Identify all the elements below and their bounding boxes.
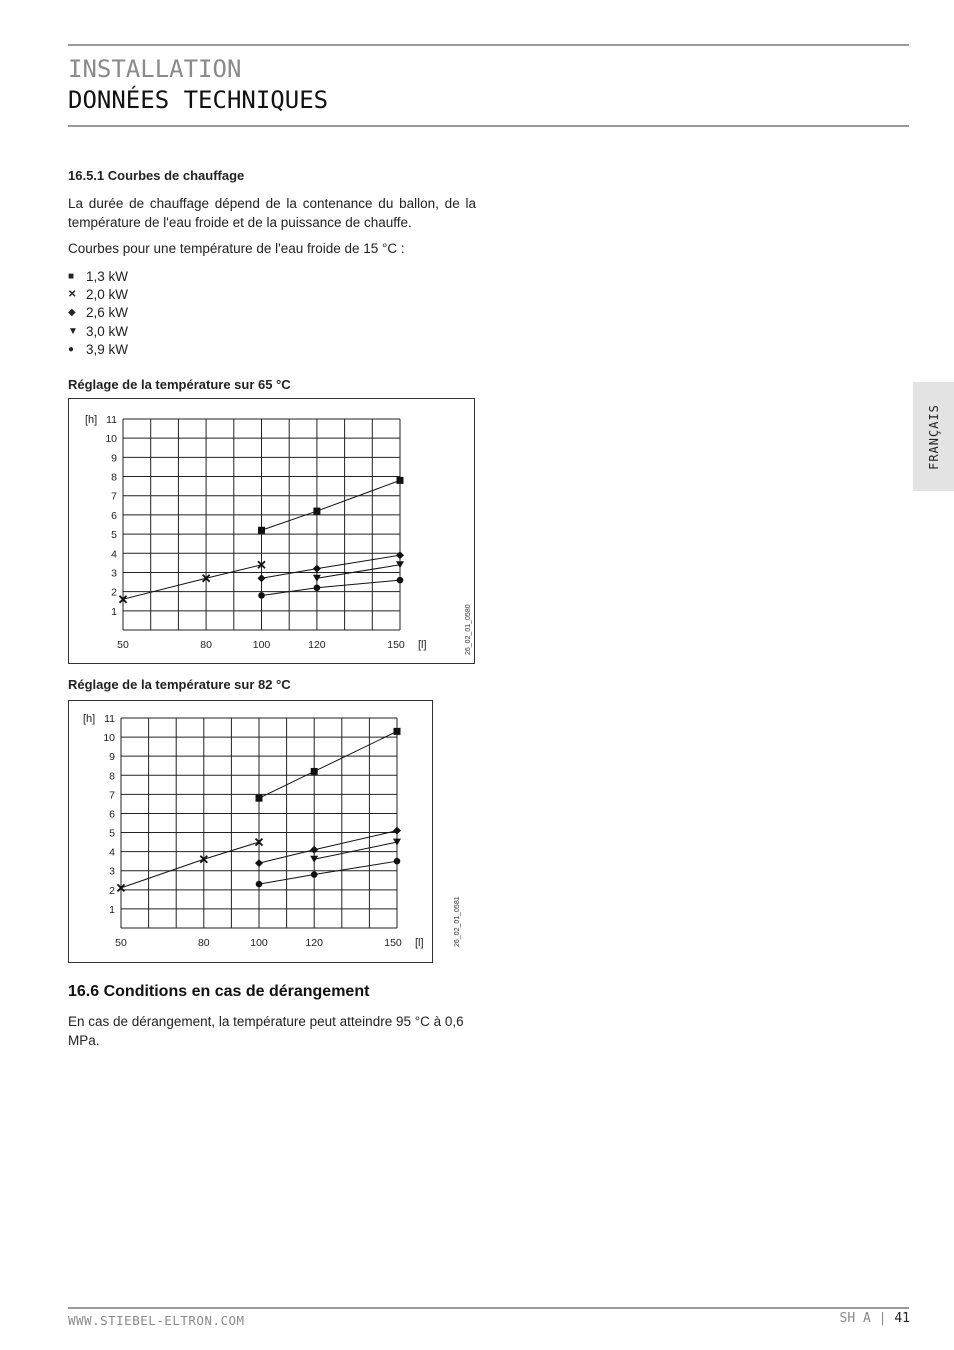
series-cross bbox=[120, 561, 266, 603]
y-tick-label: 7 bbox=[111, 490, 117, 503]
y-tick-label: 9 bbox=[109, 751, 115, 764]
data-point-diamond bbox=[310, 846, 318, 854]
y-tick-label: 5 bbox=[109, 827, 115, 840]
data-point-diamond bbox=[258, 574, 266, 582]
x-tick-label: 120 bbox=[308, 639, 326, 651]
header-bottom-rule bbox=[68, 125, 909, 127]
series-square bbox=[258, 477, 404, 534]
series-line bbox=[121, 842, 259, 888]
data-point-circle bbox=[314, 585, 321, 592]
data-point-square bbox=[313, 508, 320, 515]
data-point-square bbox=[397, 477, 404, 484]
series-triangle-down bbox=[310, 839, 401, 863]
y-tick-label: 6 bbox=[109, 808, 115, 821]
series-line bbox=[262, 555, 401, 578]
top-rule bbox=[68, 44, 909, 46]
x-tick-label: 80 bbox=[200, 639, 212, 651]
chart-82c bbox=[68, 700, 461, 963]
y-tick-label: 1 bbox=[109, 903, 115, 916]
y-tick-label: 9 bbox=[111, 452, 117, 465]
data-point-diamond bbox=[396, 551, 404, 559]
paragraph-derangement: En cas de dérangement, la température peut atteindre 95 °C à 0,6 MPa. bbox=[68, 1014, 464, 1048]
y-tick-label: 3 bbox=[111, 567, 117, 580]
x-tick-label: 50 bbox=[117, 639, 129, 651]
data-point-circle bbox=[258, 592, 265, 599]
y-tick-label: 8 bbox=[109, 770, 115, 783]
series-line bbox=[259, 861, 397, 884]
series-line bbox=[123, 565, 262, 600]
x-tick-label: 100 bbox=[250, 937, 268, 949]
x-tick-label: 120 bbox=[305, 937, 323, 949]
y-tick-label: 10 bbox=[105, 433, 117, 446]
figure-reference: 26_02_01_0580 bbox=[465, 604, 472, 655]
series-cross bbox=[118, 839, 263, 892]
series-circle bbox=[258, 577, 403, 599]
paragraph-duree: La durée de chauffage dépend de la contenance du ballon, de la température de l'eau froide et de la puissance de chauffe. bbox=[68, 196, 476, 230]
section-title-derangement: 16.6 Conditions en cas de dérangement bbox=[68, 983, 370, 1000]
language-tab: FRANÇAIS bbox=[913, 382, 954, 491]
legend-item: ● 3,9 kW bbox=[68, 342, 129, 358]
data-point-square bbox=[394, 728, 401, 735]
footer-rule bbox=[68, 1307, 909, 1309]
series-line bbox=[314, 842, 397, 859]
data-point-diamond bbox=[313, 565, 321, 573]
footer-model: SH A bbox=[839, 1311, 871, 1326]
data-point-triangle bbox=[310, 856, 318, 863]
x-axis-label: [l] bbox=[415, 937, 424, 949]
chart-65c bbox=[68, 398, 475, 664]
data-point-square bbox=[258, 527, 265, 534]
data-point-diamond bbox=[393, 827, 401, 835]
paragraph-courbes: Courbes pour une température de l'eau froide de 15 °C : bbox=[68, 241, 405, 256]
y-tick-label: 4 bbox=[111, 548, 117, 561]
series-triangle-down bbox=[313, 561, 404, 581]
y-tick-label: 4 bbox=[109, 846, 115, 859]
series-line bbox=[262, 580, 401, 595]
series-square bbox=[256, 728, 401, 802]
header-title-installation: INSTALLATION bbox=[68, 55, 242, 83]
legend-item: ▼ 3,0 kW bbox=[68, 323, 129, 339]
data-point-square bbox=[311, 768, 318, 775]
data-point-circle bbox=[311, 871, 318, 878]
circle-marker-icon: ● bbox=[68, 344, 75, 356]
grid bbox=[121, 718, 397, 928]
y-tick-label: 8 bbox=[111, 471, 117, 484]
data-point-circle bbox=[397, 577, 404, 584]
x-tick-label: 100 bbox=[252, 639, 271, 651]
diamond-marker-icon: ◆ bbox=[68, 307, 76, 319]
section-title-courbes: 16.5.1 Courbes de chauffage bbox=[68, 168, 245, 183]
series-circle bbox=[256, 858, 401, 888]
legend-item: ✕ 2,0 kW bbox=[68, 287, 129, 303]
chart-65c-svg bbox=[69, 399, 476, 665]
x-tick-label: 80 bbox=[197, 937, 210, 949]
x-tick-label: 50 bbox=[115, 937, 127, 949]
legend-item: ■ 1,3 kW bbox=[68, 268, 129, 284]
x-axis-label: [l] bbox=[418, 639, 427, 651]
y-tick-label: 3 bbox=[109, 865, 115, 878]
data-point-circle bbox=[394, 858, 401, 865]
chart-82c-svg bbox=[69, 701, 461, 964]
series-diamond bbox=[258, 551, 405, 582]
triangle-marker-icon: ▼ bbox=[68, 325, 78, 337]
y-tick-label: 7 bbox=[109, 789, 115, 802]
data-point-circle bbox=[256, 881, 263, 888]
y-tick-label: 1 bbox=[111, 605, 117, 618]
data-point-square bbox=[256, 795, 263, 802]
power-legend bbox=[68, 267, 128, 359]
x-tick-label: 150 bbox=[387, 639, 405, 651]
chart2-caption: Réglage de la température sur 82 °C bbox=[68, 677, 291, 692]
chart1-caption: Réglage de la température sur 65 °C bbox=[68, 377, 291, 392]
y-axis-label: [h] bbox=[85, 414, 98, 426]
series-line bbox=[259, 731, 397, 798]
x-tick-label: 150 bbox=[384, 937, 402, 949]
footer-website: WWW.STIEBEL-ELTRON.COM bbox=[68, 1313, 245, 1328]
page-number: 41 bbox=[894, 1311, 910, 1326]
footer-page-info: SH A | 41 bbox=[839, 1311, 910, 1326]
cross-marker-icon: ✕ bbox=[68, 289, 77, 301]
y-axis-label: [h] bbox=[83, 713, 96, 725]
y-tick-label: 11 bbox=[104, 713, 115, 725]
y-tick-label: 10 bbox=[103, 732, 115, 745]
square-marker-icon: ■ bbox=[68, 270, 75, 282]
y-tick-label: 5 bbox=[111, 529, 117, 542]
figure-reference: 26_02_01_0581 bbox=[454, 896, 461, 947]
y-tick-label: 2 bbox=[111, 586, 117, 599]
header-title-donnees: DONNÉES TECHNIQUES bbox=[68, 86, 329, 114]
data-point-diamond bbox=[255, 859, 263, 867]
y-tick-label: 11 bbox=[106, 414, 117, 426]
series-line bbox=[262, 480, 401, 530]
y-tick-label: 6 bbox=[111, 509, 117, 522]
legend-item: ◆ 2,6 kW bbox=[68, 305, 129, 321]
data-point-triangle bbox=[393, 839, 401, 846]
y-tick-label: 2 bbox=[109, 884, 115, 897]
